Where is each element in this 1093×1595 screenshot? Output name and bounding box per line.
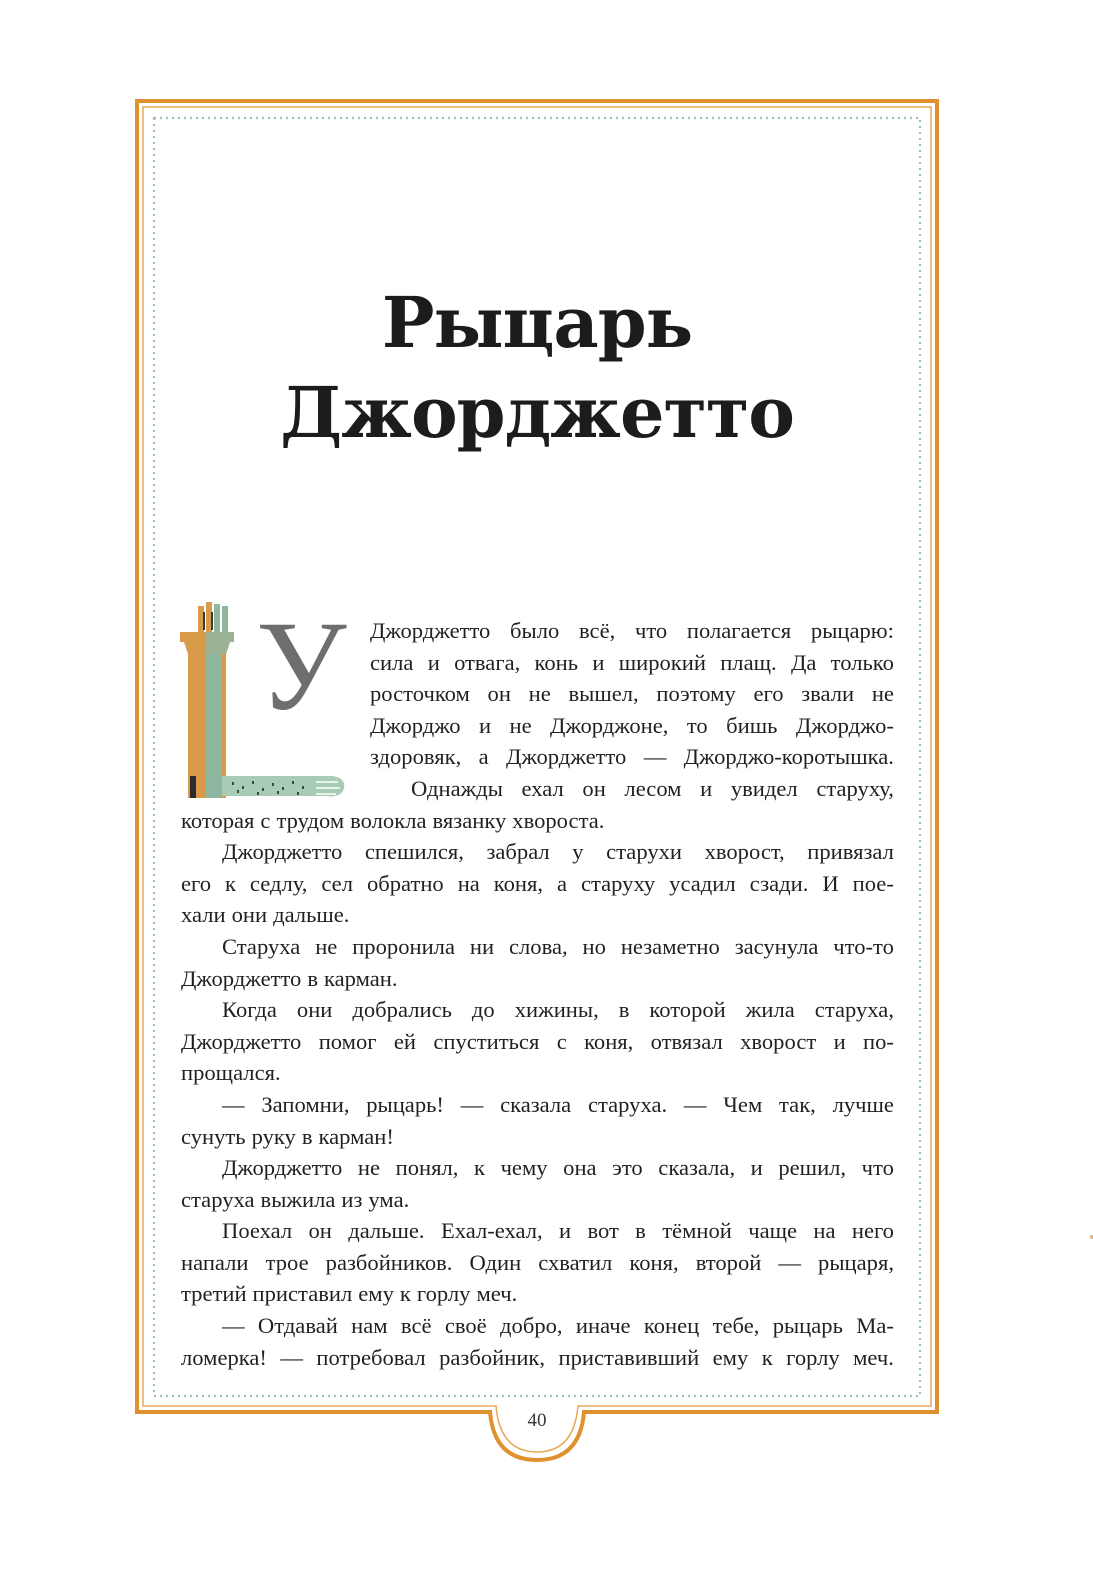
text-line: сила и отвага, конь и широкий плащ. Да только — [370, 649, 894, 675]
text-line: Когда они добрались до хижины, в которой жила старуха, — [222, 997, 894, 1023]
text-line: сунуть руку в карман! — [181, 1123, 394, 1149]
text-line: Джорджетто в карман. — [181, 965, 398, 991]
text-line: Старуха не проронила ни слова, но незаметно засунула что-то — [222, 933, 894, 959]
text-line: третий приставил ему к горлу меч. — [181, 1281, 518, 1307]
text-line: которая с трудом волокла вязанку хвороста. — [181, 807, 605, 833]
page-number: 40 — [527, 1410, 547, 1431]
text-line: Джорджетто спешился, забрал у старухи хворост, привязал — [222, 839, 894, 865]
page-title: Рыцарь Джорджетто — [280, 281, 794, 454]
text-line: Однажды ехал он лесом и увидел старуху, — [411, 775, 894, 801]
text-line: старуха выжила из ума. — [181, 1186, 410, 1212]
text-line: — Отдавай нам всё своё добро, иначе конец тебе, рыцарь Ма- — [222, 1313, 894, 1339]
text-line: напали трое разбойников. Один схватил коня, второй — рыцаря, — [181, 1249, 894, 1275]
text-line: Джорджетто не понял, к чему она это сказала, и решил, что — [222, 1155, 894, 1181]
text-line: прощался. — [181, 1060, 281, 1086]
text-line: Поехал он дальше. Ехал-ехал, и вот в тёмной чаще на него — [222, 1218, 894, 1244]
text-line: ломерка! — потребовал разбойник, приставивший ему к горлу меч. — [181, 1344, 894, 1370]
text-line: росточком он не вышел, поэтому его звали не — [370, 681, 894, 707]
text-line: Джорджетто было всё, что полагается рыцарю: — [370, 618, 894, 643]
text-line: Джорджетто помог ей спуститься с коня, отвязал хворост и по- — [181, 1028, 894, 1054]
text-line: хали они дальше. — [181, 902, 350, 928]
text-line: — Запомни, рыцарь! — сказала старуха. — Чем так, лучше — [222, 1091, 894, 1117]
text-line: здоровяк, а Джорджетто — Джорджо-коротышка. — [370, 744, 894, 770]
drop-cap-letter: У — [256, 595, 347, 737]
text-line: Джорджо и не Джорджоне, то бишь Джорджо- — [370, 712, 894, 738]
text-line: его к седлу, сел обратно на коня, а старуху усадил сзади. И пое- — [181, 870, 894, 896]
story-text — [181, 615, 894, 1373]
